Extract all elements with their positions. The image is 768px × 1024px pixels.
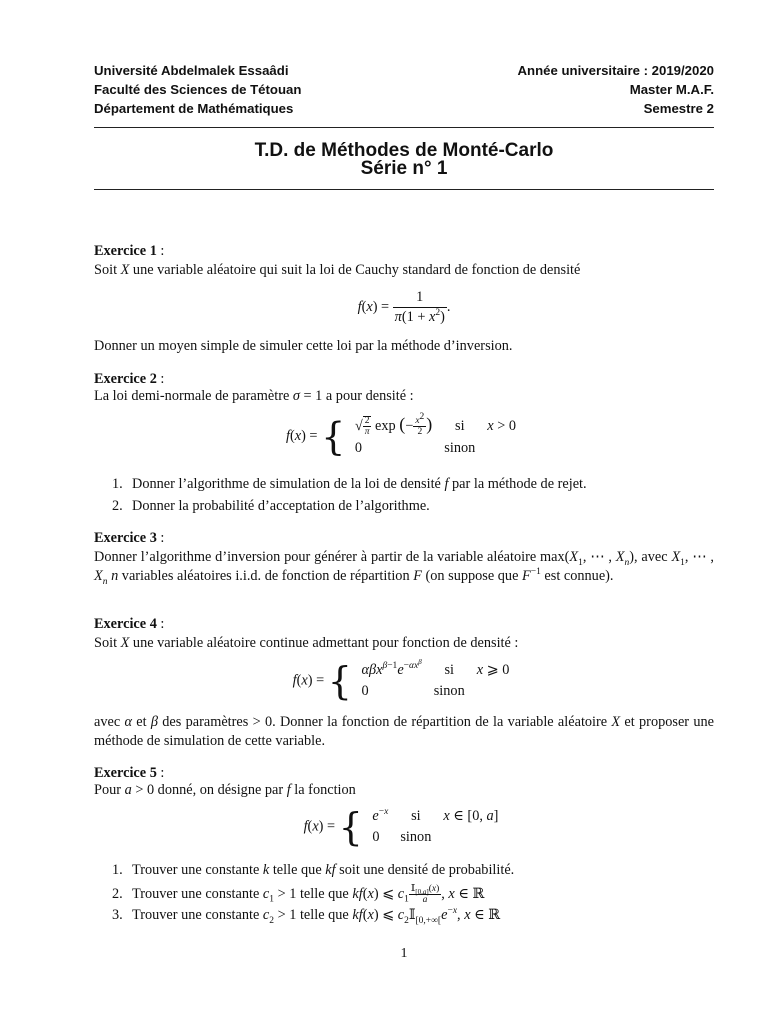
- document-page: [94, 0, 714, 1024]
- exercise-4-heading: Exercice 4 :: [94, 616, 165, 632]
- exercise-5-formula: f(x) = { $e^{-x}$ si x ∈ [0, a] 0 sinon: [94, 806, 714, 848]
- program-name: Master M.A.F.: [629, 82, 714, 97]
- exercise-4-label: Exercice 4: [94, 616, 157, 632]
- exercise-2-label: Exercice 2: [94, 371, 157, 387]
- exercise-5-item-1: 1. Trouver une constante k telle que kf soit une densité de probabilité.: [112, 862, 515, 878]
- exercise-3-text: Donner l’algorithme d’inversion pour générer à partir de la variable aléatoire $\max(X_1$, ⋯ , $X_n$), avec $X_1$, ⋯ , $X_n$ n variables aléatoires i.i.d. de fonction de répartition F (on suppose que $F^{-1}$ est connue).: [94, 549, 714, 587]
- exercise-5-intro: Pour a > 0 donné, on désigne par f la fonction: [94, 782, 356, 798]
- header-right: [518, 61, 714, 118]
- exercise-5-label: Exercice 5: [94, 765, 157, 781]
- exercise-3-heading: Exercice 3 :: [94, 530, 165, 546]
- department-name: Département de Mathématiques: [94, 101, 294, 116]
- exercise-1-label: Exercice 1: [94, 243, 157, 259]
- exercise-1-formula: f(x) = $\frac{1}{\pi(1 + x^2)}$ .: [357, 289, 451, 325]
- exercise-4-intro: Soit X une variable aléatoire continue admettant pour fonction de densité :: [94, 635, 519, 651]
- exercise-5-heading: Exercice 5 :: [94, 765, 165, 781]
- header-left: [94, 61, 301, 118]
- exercise-4-formula: f(x) = { $\alpha\beta x^{\beta-1}e^{-\alpha x^\beta}$ si x ⩾ 0 0 sinon: [94, 660, 714, 702]
- page-number: 1: [400, 946, 408, 961]
- exercise-5-item-3: 3. Trouver une constante $c_2 > 1$ telle que kf(x) ⩽ $c_2𝕀_{[0,+\infty[}e^{-x}$, x ∈ ℝ: [112, 906, 501, 926]
- case-sinon: sinon: [444, 440, 476, 457]
- exercise-2-formula: f(x) = { √ $\frac{2}{\pi}$ exp (− $\frac{x^2}{2}$ ) si x > 0 0 sinon: [94, 414, 714, 459]
- semester: Semestre 2: [643, 101, 714, 116]
- university-name: Université Abdelmalek Essaâdi: [94, 63, 289, 78]
- header-rule-bottom: [94, 189, 714, 190]
- exercise-4-cases: $\alpha\beta x^{\beta-1}e^{-\alpha x^\beta}$ si x ⩾ 0 0 sinon: [361, 658, 510, 699]
- exercise-2-cases: √ $\frac{2}{\pi}$ exp (− $\frac{x^2}{2}$ ) si x > 0 0 sinon: [349, 414, 522, 459]
- exercise-1-heading: Exercice 1 :: [94, 243, 165, 259]
- faculty-name: Faculté des Sciences de Tétouan: [94, 82, 302, 97]
- exercise-1-question: Donner un moyen simple de simuler cette loi par la méthode d’inversion.: [94, 338, 513, 354]
- header-rule-top: [94, 127, 714, 128]
- page-title: T.D. de Méthodes de Monté-Carlo: [254, 140, 554, 161]
- exercise-5-item-2: 2. Trouver une constante $c_1 > 1$ telle que kf(x) ⩽ $c_1$ $\frac{𝕀_{[0,a]}(x)}{a}$ , x ∈ ℝ: [112, 884, 485, 905]
- exercise-3-label: Exercice 3: [94, 530, 157, 546]
- exercise-2-intro: La loi demi-normale de paramètre σ = 1 a pour densité :: [94, 388, 414, 404]
- exercise-2-item-2: 2. Donner la probabilité d’acceptation de l’algorithme.: [112, 498, 430, 514]
- academic-year: Année universitaire : 2019/2020: [517, 63, 714, 78]
- exercise-4-outro: avec α et β des paramètres > 0. Donner la fonction de répartition de la variable aléatoire X et proposer une méthode de simulation de cette variable.: [94, 714, 714, 749]
- page-subtitle: Série n° 1: [360, 158, 448, 179]
- exercise-1-intro: Soit X une variable aléatoire qui suit la loi de Cauchy standard de fonction de densité: [94, 262, 581, 278]
- exercise-2-item-1: 1. Donner l’algorithme de simulation de la loi de densité f par la méthode de rejet.: [112, 476, 587, 492]
- case-si: si: [455, 417, 465, 434]
- exercise-5-cases: $e^{-x}$ si x ∈ [0, a] 0 sinon: [372, 807, 499, 845]
- exercise-2-heading: Exercice 2 :: [94, 371, 165, 387]
